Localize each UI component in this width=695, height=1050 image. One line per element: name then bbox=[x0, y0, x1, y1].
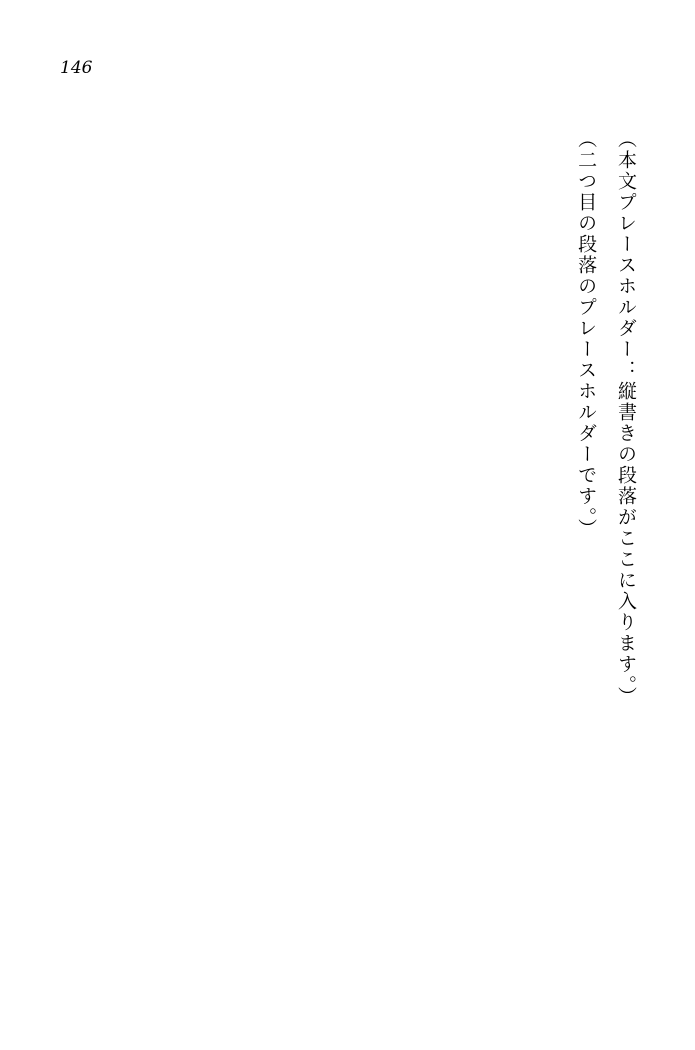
body-text bbox=[50, 110, 645, 990]
page-number: 146 bbox=[60, 58, 93, 78]
paragraph: （本文プレースホルダー：縦書きの段落がここに入ります。） bbox=[615, 129, 637, 708]
paragraph: （二つ目の段落のプレースホルダーです。） bbox=[575, 129, 598, 540]
